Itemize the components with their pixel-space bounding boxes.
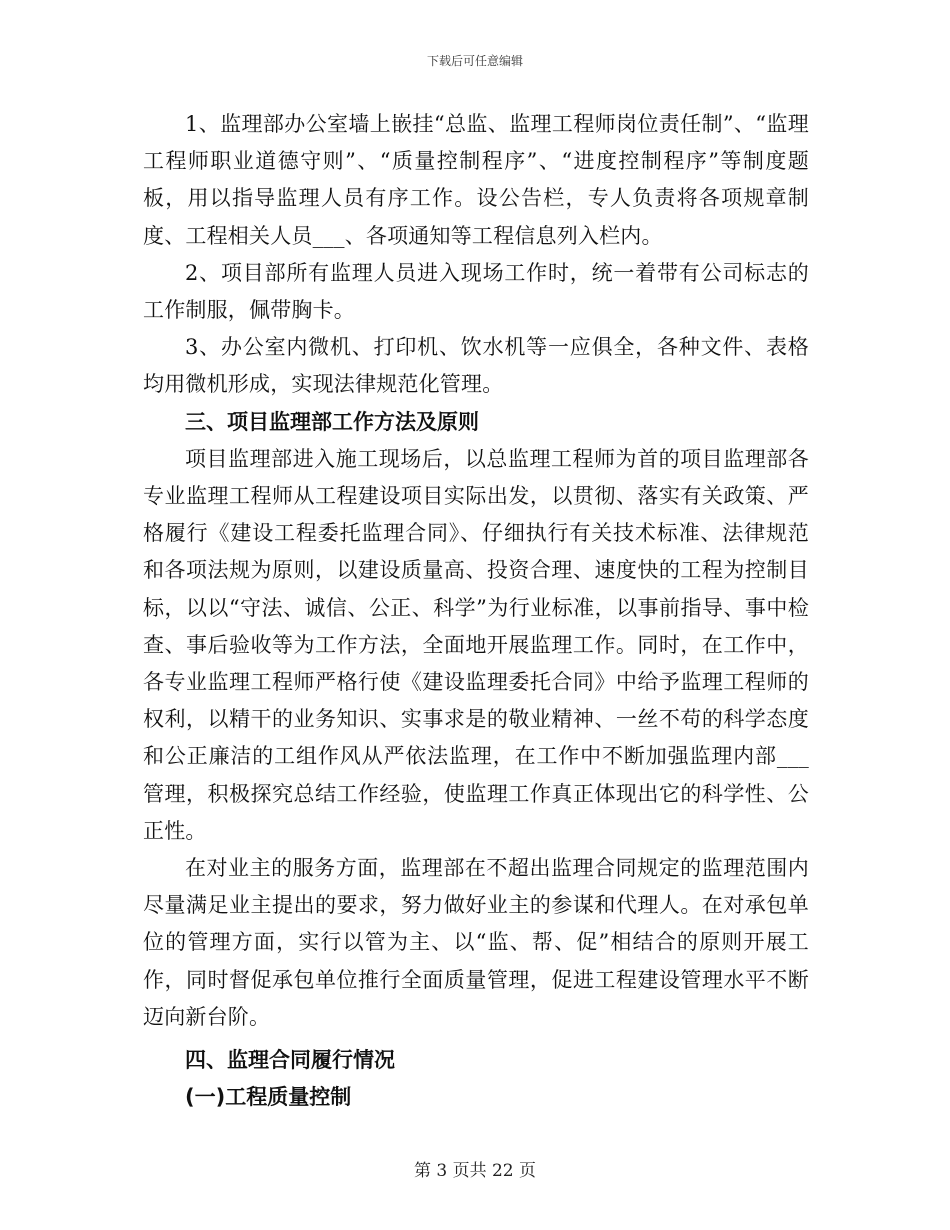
page-header: 下载后可任意编辑	[426, 54, 523, 68]
paragraph-methods-principles: 项目监理部进入施工现场后，以总监理工程师为首的项目监理部各专业监理工程师从工程建设项目实际出发，以贯彻、落实有关政策、严格履行《建设工程委托监理合同》、仔细执行有关技术标准、法律规范和各项法规为原则，以建设质量高、投资合理、速度快的工程为控制目标，以以“守法、诚信、公正、科学”为行业标准，以事前指导、事中检查、事后验收等为工作方法，全面地开展监理工作。同时，在工作中，各专业监理工程师严格行使《建设监理委托合同》中给予监理工程师的权利，以精干的业务知识、实事求是的敬业精神、一丝不苟的科学态度和公正廉洁的工组作风从严依法监理，在工作中不断加强监理内部___管理，积极探究总结工作经验，使监理工作真正体现出它的科学性、公正性。	[143, 446, 809, 843]
paragraph-owner-service: 在对业主的服务方面，监理部在不超出监理合同规定的监理范围内尽量满足业主提出的要求，努力做好业主的参谋和代理人。在对承包单位的管理方面，实行以管为主、以“监、帮、促”相结合的原则开展工作，同时督促承包单位推行全面质量管理，促进工程建设管理水平不断迈向新台阶。	[143, 856, 809, 1029]
document-body	[143, 106, 809, 1116]
paragraph-office-equipment: 3、办公室内微机、打印机、饮水机等一应俱全，各种文件、表格均用微机形成，实现法律规范化管理。	[143, 335, 809, 397]
paragraph-staff-uniform: 2、项目部所有监理人员进入现场工作时，统一着带有公司标志的工作制服，佩带胸卡。	[143, 260, 809, 323]
section-heading-contract: 四、监理合同履行情况	[185, 1048, 395, 1073]
subsection-heading-quality: (一)工程质量控制	[185, 1085, 352, 1110]
section-heading-methods: 三、项目监理部工作方法及原则	[185, 409, 479, 434]
page-footer: 第 3 页共 22 页	[413, 1161, 537, 1181]
paragraph-office-boards: 1、监理部办公室墙上嵌挂“总监、监理工程师岗位责任制”、“监理工程师职业道德守则”、“质量控制程序”、“进度控制程序”等制度题板，用以指导监理人员有序工作。设公告栏，专人负责将各项规章制度、工程相关人员___、各项通知等工程信息列入栏内。	[143, 112, 809, 248]
